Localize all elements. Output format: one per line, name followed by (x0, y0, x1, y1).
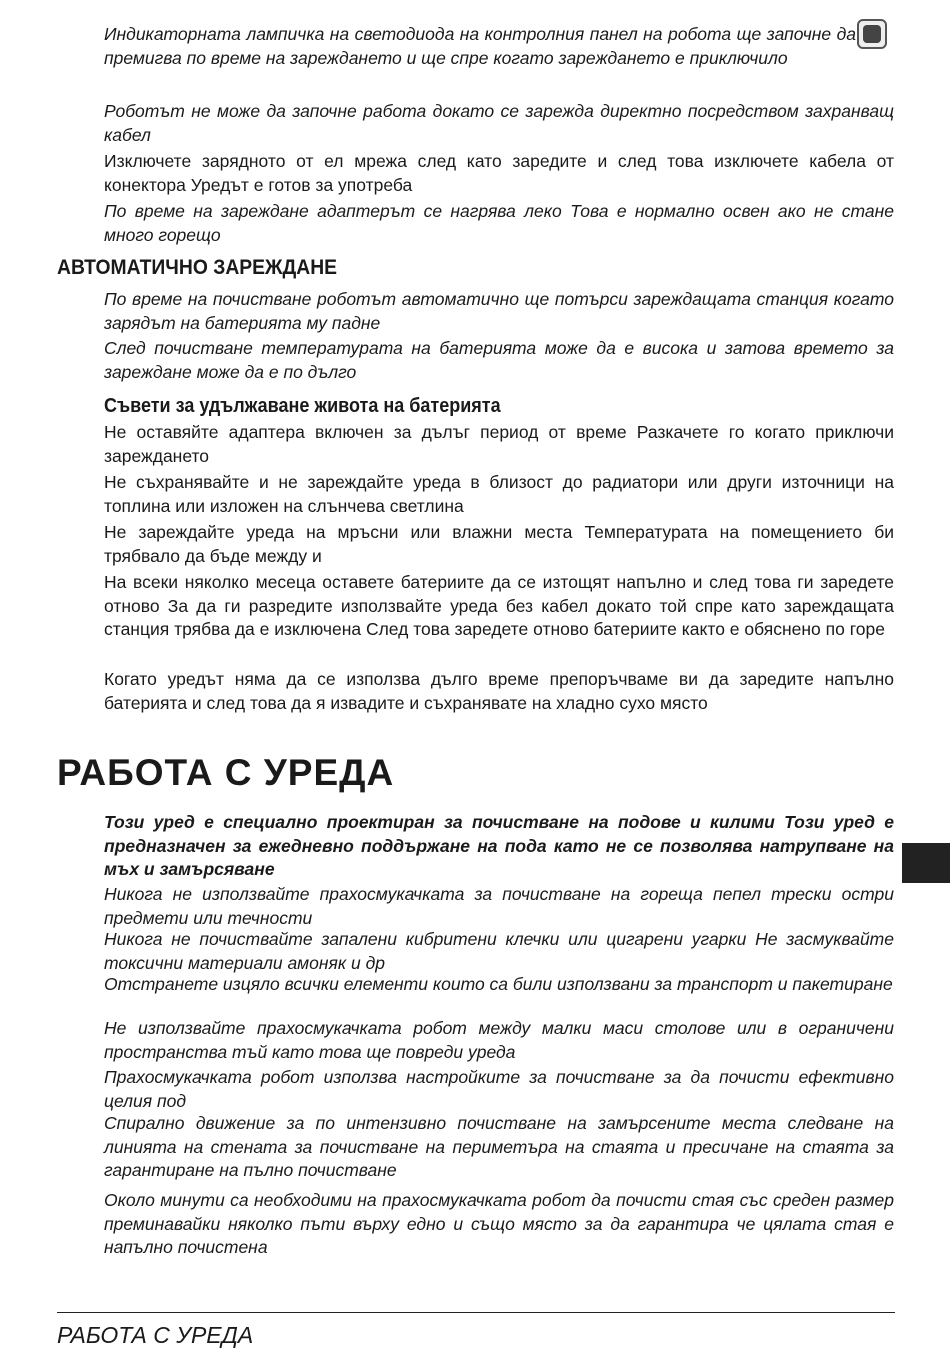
paragraph-tight-spaces: Не използвайте прахосмукачката робот между малки маси столове или в ограничени пространства тъй като това ще повреди уреда (104, 1018, 894, 1062)
heading-auto-charge: АВТОМАТИЧНО ЗАРЕЖДАНЕ (57, 256, 338, 279)
paragraph-cleaning-settings: Прахосмукачката робот използва настройките за почистване за да почисти ефективно целия под (104, 1067, 894, 1111)
paragraph-cleaning-duration: Около минути са необходими на прахосмукачката робот да почисти стая със среден размер преминавайки няколко пъти върху едно и също място за да гарантира че цялата стая е напълно почистена (104, 1190, 894, 1257)
section-tab-marker (902, 843, 950, 883)
paragraph-never-matches: Никога не почиствайте запалени кибритени клечки или цигарени угарки Не засмуквайте токсични материали амоняк и др (104, 929, 894, 973)
paragraph-never-hot-ash: Никога не използвайте прахосмукачката за почистване на гореща пепел трески остри предмети или течности (104, 884, 894, 928)
heading-operation: РАБОТА С УРЕДА (57, 752, 395, 793)
paragraph-no-operation-while-charging: Роботът не може да започне работа докато се зарежда директно посредством захранващ кабел (104, 101, 894, 145)
heading-battery-tips: Съвети за удължаване живота на батерията (104, 395, 501, 417)
paragraph-tip-storage: Когато уредът няма да се използва дълго време препоръчваме ви да заредите напълно батерията и след това да я извадите и съхранявате на хладно сухо място (104, 669, 894, 713)
paragraph-auto-dock: По време на почистване роботът автоматично ще потърси зареждащата станция когато зарядът на батерията му падне (104, 289, 894, 333)
paragraph-unplug-charger: Изключете зарядното от ел мрежа след като заредите и след това изключете кабела от конектора Уредът е готов за употреба (104, 151, 894, 195)
paragraph-tip-room-temperature: Не зареждайте уреда на мръсни или влажни места Температурата на помещението би трябвало да бъде между и (104, 522, 894, 566)
paragraph-cleaning-modes: Спирално движение за по интензивно почистване на замърсените места следване на линията на стената за почистване на периметъра на стаята и пресичане на стаята за гарантиране на пълно почистване (104, 1113, 894, 1180)
paragraph-adapter-warm: По време на зареждане адаптерът се нагрява леко Това е нормално освен ако не стане много горещо (104, 201, 894, 245)
paragraph-led-indicator: Индикаторната лампичка на светодиода на контролния панел на робота ще започне да премигва по време на зареждането и ще спре когато зареждането е приключило (104, 24, 856, 68)
paragraph-remove-packaging: Отстранете изцяло всички елементи които са били използвани за транспорт и пакетиране (104, 974, 893, 994)
led-indicator-icon (857, 19, 887, 49)
footer-section-title: РАБОТА С УРЕДА (57, 1322, 254, 1348)
paragraph-tip-discharge: На всеки няколко месеца оставете батериите да се изтощят напълно и след това ги заредете отново За да ги разредите използвайте уреда без кабел докато той спре като зареждащата станция трябва да е изключена След това заредете отново батериите както е обяснено по горе (104, 572, 894, 639)
footer-divider (57, 1312, 895, 1313)
paragraph-battery-temperature: След почистване температурата на батерията може да е висока и затова времето за зареждане може да е по дълго (104, 338, 894, 382)
paragraph-operation-intro: Този уред е специално проектиран за почистване на подове и килими Този уред е предназначен за ежедневно поддържане на пода като не се позволява натрупване на мъх и замърсяване (104, 812, 894, 879)
paragraph-tip-heat-sources: Не съхранявайте и не зареждайте уреда в близост до радиатори или други източници на топлина или изложен на слънчева светлина (104, 472, 894, 516)
paragraph-tip-unplug: Не оставяйте адаптера включен за дълъг период от време Разкачете го когато приключи зареждането (104, 422, 894, 466)
